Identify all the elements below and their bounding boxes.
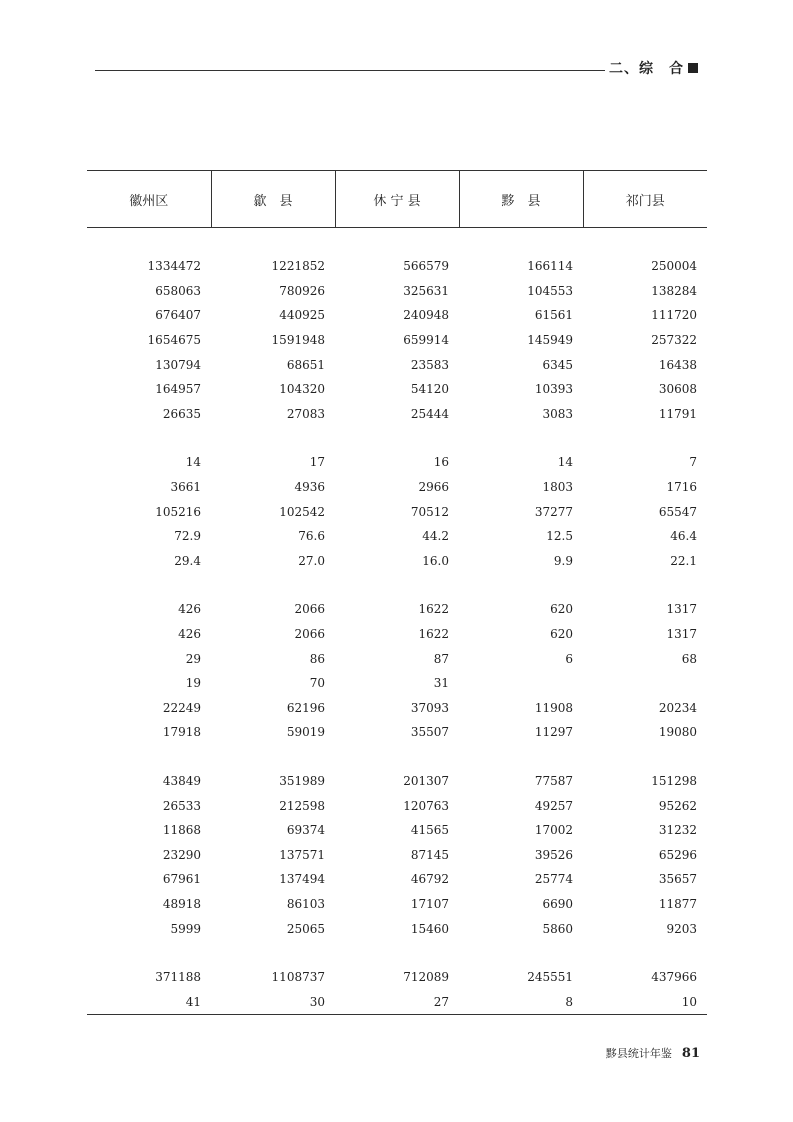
table-cell: 26533: [162, 798, 201, 813]
table-row: [87, 769, 707, 794]
header-rule: [95, 70, 605, 71]
spacer-cell: [87, 573, 211, 597]
table-cell: 120763: [403, 798, 449, 813]
table-row: [87, 279, 707, 304]
table-cell: 22249: [162, 700, 201, 715]
table-cell: 14: [557, 455, 573, 470]
table-cell: 201307: [403, 773, 449, 788]
table-cell: 17107: [410, 896, 449, 911]
table-cell: 250004: [651, 259, 697, 274]
table-cell: 10: [583, 989, 707, 1014]
page-footer: [606, 1045, 700, 1061]
table-cell: 76.6: [298, 529, 325, 544]
table-cell: 27.0: [298, 553, 325, 568]
table-cell: 26635: [162, 406, 201, 421]
spacer-cell: [335, 426, 459, 450]
spacer-cell: [459, 228, 583, 255]
table-cell: 1591948: [271, 333, 325, 348]
table-body: [87, 228, 707, 1015]
table-cell: 10393: [534, 382, 573, 397]
table-row: [87, 696, 707, 721]
table-row: [87, 622, 707, 647]
table-cell: 14: [185, 455, 201, 470]
table-cell: 65296: [658, 847, 697, 862]
table-cell: 104320: [279, 382, 325, 397]
table-cell: 7: [689, 455, 697, 470]
table-cell: 16.0: [422, 553, 449, 568]
table-cell: 46.4: [670, 529, 697, 544]
table-cell: 41565: [410, 823, 449, 838]
table-row: [87, 499, 707, 524]
table-cell: 2966: [418, 480, 449, 495]
table-cell: 137571: [279, 847, 325, 862]
table-row: [87, 646, 707, 671]
table-cell: 61561: [534, 308, 573, 323]
table-cell: 25065: [286, 921, 325, 936]
table-cell: 138284: [651, 283, 697, 298]
table-cell: 111720: [651, 308, 697, 323]
table-cell: [583, 671, 707, 696]
table-row: [87, 818, 707, 843]
table-row: [87, 597, 707, 622]
table-cell: 566579: [403, 259, 449, 274]
table-row: [87, 965, 707, 990]
table-cell: 22.1: [670, 553, 697, 568]
table-cell: 17: [309, 455, 325, 470]
table-cell: 31: [433, 676, 449, 691]
column-header: 黟 县: [459, 171, 583, 228]
table-cell: 11297: [534, 725, 573, 740]
table-cell: 35507: [410, 725, 449, 740]
table-cell: 6: [565, 651, 573, 666]
table-cell: 25444: [410, 406, 449, 421]
spacer-cell: [583, 228, 707, 255]
table-cell: 27: [335, 989, 459, 1014]
table-cell: 145949: [527, 333, 573, 348]
table-row: [87, 892, 707, 917]
table-cell: 27083: [286, 406, 325, 421]
table-cell: 68651: [286, 357, 325, 372]
spacer-cell: [87, 745, 211, 769]
table-cell: 5999: [170, 921, 201, 936]
table-cell: 54120: [410, 382, 449, 397]
column-header: 徽州区: [87, 171, 211, 228]
table-cell: 25774: [534, 872, 573, 887]
spacer-cell: [335, 573, 459, 597]
table-cell: 12.5: [546, 529, 573, 544]
table-row: [87, 916, 707, 941]
table-cell: 20234: [658, 700, 697, 715]
table-cell: 1803: [542, 480, 573, 495]
spacer-cell: [87, 941, 211, 965]
spacer-cell: [211, 745, 335, 769]
table-row: [87, 303, 707, 328]
table-row: [87, 989, 707, 1014]
table-header: [87, 171, 707, 228]
table-row: [87, 867, 707, 892]
table-cell: 11877: [658, 896, 697, 911]
column-header: 休 宁 县: [335, 171, 459, 228]
spacer-cell: [335, 228, 459, 255]
table-cell: 212598: [279, 798, 325, 813]
table-cell: 245551: [527, 970, 573, 985]
table-cell: 37277: [534, 504, 573, 519]
table-cell: 137494: [279, 872, 325, 887]
table-cell: 712089: [403, 970, 449, 985]
table-cell: 257322: [651, 333, 697, 348]
spacer-cell: [211, 941, 335, 965]
table-cell: 46792: [410, 872, 449, 887]
spacer-row: [87, 941, 707, 965]
table-cell: 166114: [527, 259, 573, 274]
table-cell: 426: [178, 602, 201, 617]
table-cell: 1221852: [271, 259, 325, 274]
table-cell: 48918: [162, 896, 201, 911]
table-cell: 95262: [658, 798, 697, 813]
table-cell: 1622: [418, 627, 449, 642]
table-cell: 72.9: [174, 529, 201, 544]
table-cell: [459, 671, 583, 696]
spacer-cell: [583, 745, 707, 769]
table-cell: 35657: [658, 872, 697, 887]
table-row: [87, 402, 707, 427]
table-cell: 11868: [162, 823, 201, 838]
table-row: [87, 720, 707, 745]
section-title: [609, 58, 698, 78]
table-cell: 1108737: [271, 970, 325, 985]
table-cell: 37093: [410, 700, 449, 715]
table-row: [87, 254, 707, 279]
table-cell: 31232: [658, 823, 697, 838]
book-title: 黟县统计年鉴: [605, 1047, 672, 1060]
table-cell: 104553: [527, 283, 573, 298]
table-cell: 11791: [658, 406, 697, 421]
table-cell: 29: [185, 651, 201, 666]
table-cell: 1716: [666, 480, 697, 495]
table-cell: 164957: [155, 382, 201, 397]
table-cell: 1622: [418, 602, 449, 617]
table-row: [87, 377, 707, 402]
table-cell: 105216: [155, 504, 201, 519]
table-cell: 17918: [162, 725, 201, 740]
spacer-cell: [459, 941, 583, 965]
table-cell: 3083: [542, 406, 573, 421]
table-row: [87, 671, 707, 696]
header-row: [87, 171, 707, 228]
table-cell: 44.2: [422, 529, 449, 544]
table-cell: 30: [211, 989, 335, 1014]
table-cell: 70: [309, 676, 325, 691]
table-cell: 30608: [658, 382, 697, 397]
spacer-cell: [335, 745, 459, 769]
spacer-row: [87, 573, 707, 597]
spacer-cell: [583, 573, 707, 597]
table-cell: 86: [309, 651, 325, 666]
table-cell: 426: [178, 627, 201, 642]
table-cell: 41: [87, 989, 211, 1014]
table-cell: 2066: [294, 602, 325, 617]
table-cell: 23583: [410, 357, 449, 372]
table-cell: 1654675: [147, 333, 201, 348]
table-cell: 87145: [410, 847, 449, 862]
table-cell: 9.9: [553, 553, 573, 568]
table-cell: 87: [433, 651, 449, 666]
column-header: 祁门县: [583, 171, 707, 228]
table-cell: 658063: [155, 283, 201, 298]
section-title-text: 二、综 合: [609, 61, 684, 77]
table-row: [87, 475, 707, 500]
table-row: [87, 328, 707, 353]
table-cell: 59019: [286, 725, 325, 740]
table-cell: 3661: [170, 480, 201, 495]
table-cell: 371188: [155, 970, 201, 985]
table-cell: 1334472: [147, 259, 201, 274]
table-cell: 70512: [410, 504, 449, 519]
table-cell: 1317: [666, 627, 697, 642]
table-row: [87, 793, 707, 818]
table-cell: 5860: [542, 921, 573, 936]
spacer-cell: [211, 426, 335, 450]
spacer-row: [87, 426, 707, 450]
table-cell: 62196: [286, 700, 325, 715]
table-cell: 11908: [534, 700, 573, 715]
table-cell: 16438: [658, 357, 697, 372]
square-bullet-icon: [688, 63, 698, 73]
table-cell: 39526: [534, 847, 573, 862]
statistics-table: [87, 170, 707, 1015]
table-cell: 8: [459, 989, 583, 1014]
table-cell: 17002: [534, 823, 573, 838]
table-cell: 351989: [279, 773, 325, 788]
spacer-cell: [87, 426, 211, 450]
table-cell: 86103: [286, 896, 325, 911]
spacer-cell: [335, 941, 459, 965]
page-number: 81: [681, 1046, 700, 1061]
table-cell: 19080: [658, 725, 697, 740]
table-cell: 325631: [403, 283, 449, 298]
table-cell: 240948: [403, 308, 449, 323]
table-cell: 676407: [155, 308, 201, 323]
table-cell: 68: [681, 651, 697, 666]
table-cell: 620: [550, 627, 573, 642]
table-row: [87, 450, 707, 475]
spacer-row: [87, 745, 707, 769]
table-cell: 2066: [294, 627, 325, 642]
table-cell: 23290: [162, 847, 201, 862]
table-cell: 151298: [651, 773, 697, 788]
table-cell: 65547: [658, 504, 697, 519]
table-row: [87, 842, 707, 867]
table-cell: 6345: [542, 357, 573, 372]
spacer-cell: [459, 426, 583, 450]
spacer-cell: [87, 228, 211, 255]
table-cell: 67961: [162, 872, 201, 887]
table-row: [87, 352, 707, 377]
spacer-cell: [583, 426, 707, 450]
table-cell: 102542: [279, 504, 325, 519]
spacer-row: [87, 228, 707, 255]
table-cell: 77587: [534, 773, 573, 788]
table-cell: 9203: [666, 921, 697, 936]
spacer-cell: [211, 228, 335, 255]
table-row: [87, 524, 707, 549]
spacer-cell: [211, 573, 335, 597]
table-cell: 1317: [666, 602, 697, 617]
table-cell: 16: [433, 455, 449, 470]
table-cell: 43849: [162, 773, 201, 788]
table-cell: 69374: [286, 823, 325, 838]
table-cell: 440925: [279, 308, 325, 323]
column-header: 歙 县: [211, 171, 335, 228]
table-cell: 659914: [403, 333, 449, 348]
table-row: [87, 549, 707, 574]
spacer-cell: [459, 745, 583, 769]
table-cell: 780926: [279, 283, 325, 298]
table-cell: 6690: [542, 896, 573, 911]
table-cell: 437966: [651, 970, 697, 985]
table-cell: 130794: [155, 357, 201, 372]
table-cell: 15460: [410, 921, 449, 936]
table-cell: 620: [550, 602, 573, 617]
table-cell: 19: [185, 676, 201, 691]
table-cell: 4936: [294, 480, 325, 495]
table-cell: 29.4: [174, 553, 201, 568]
spacer-cell: [459, 573, 583, 597]
spacer-cell: [583, 941, 707, 965]
table-cell: 49257: [534, 798, 573, 813]
